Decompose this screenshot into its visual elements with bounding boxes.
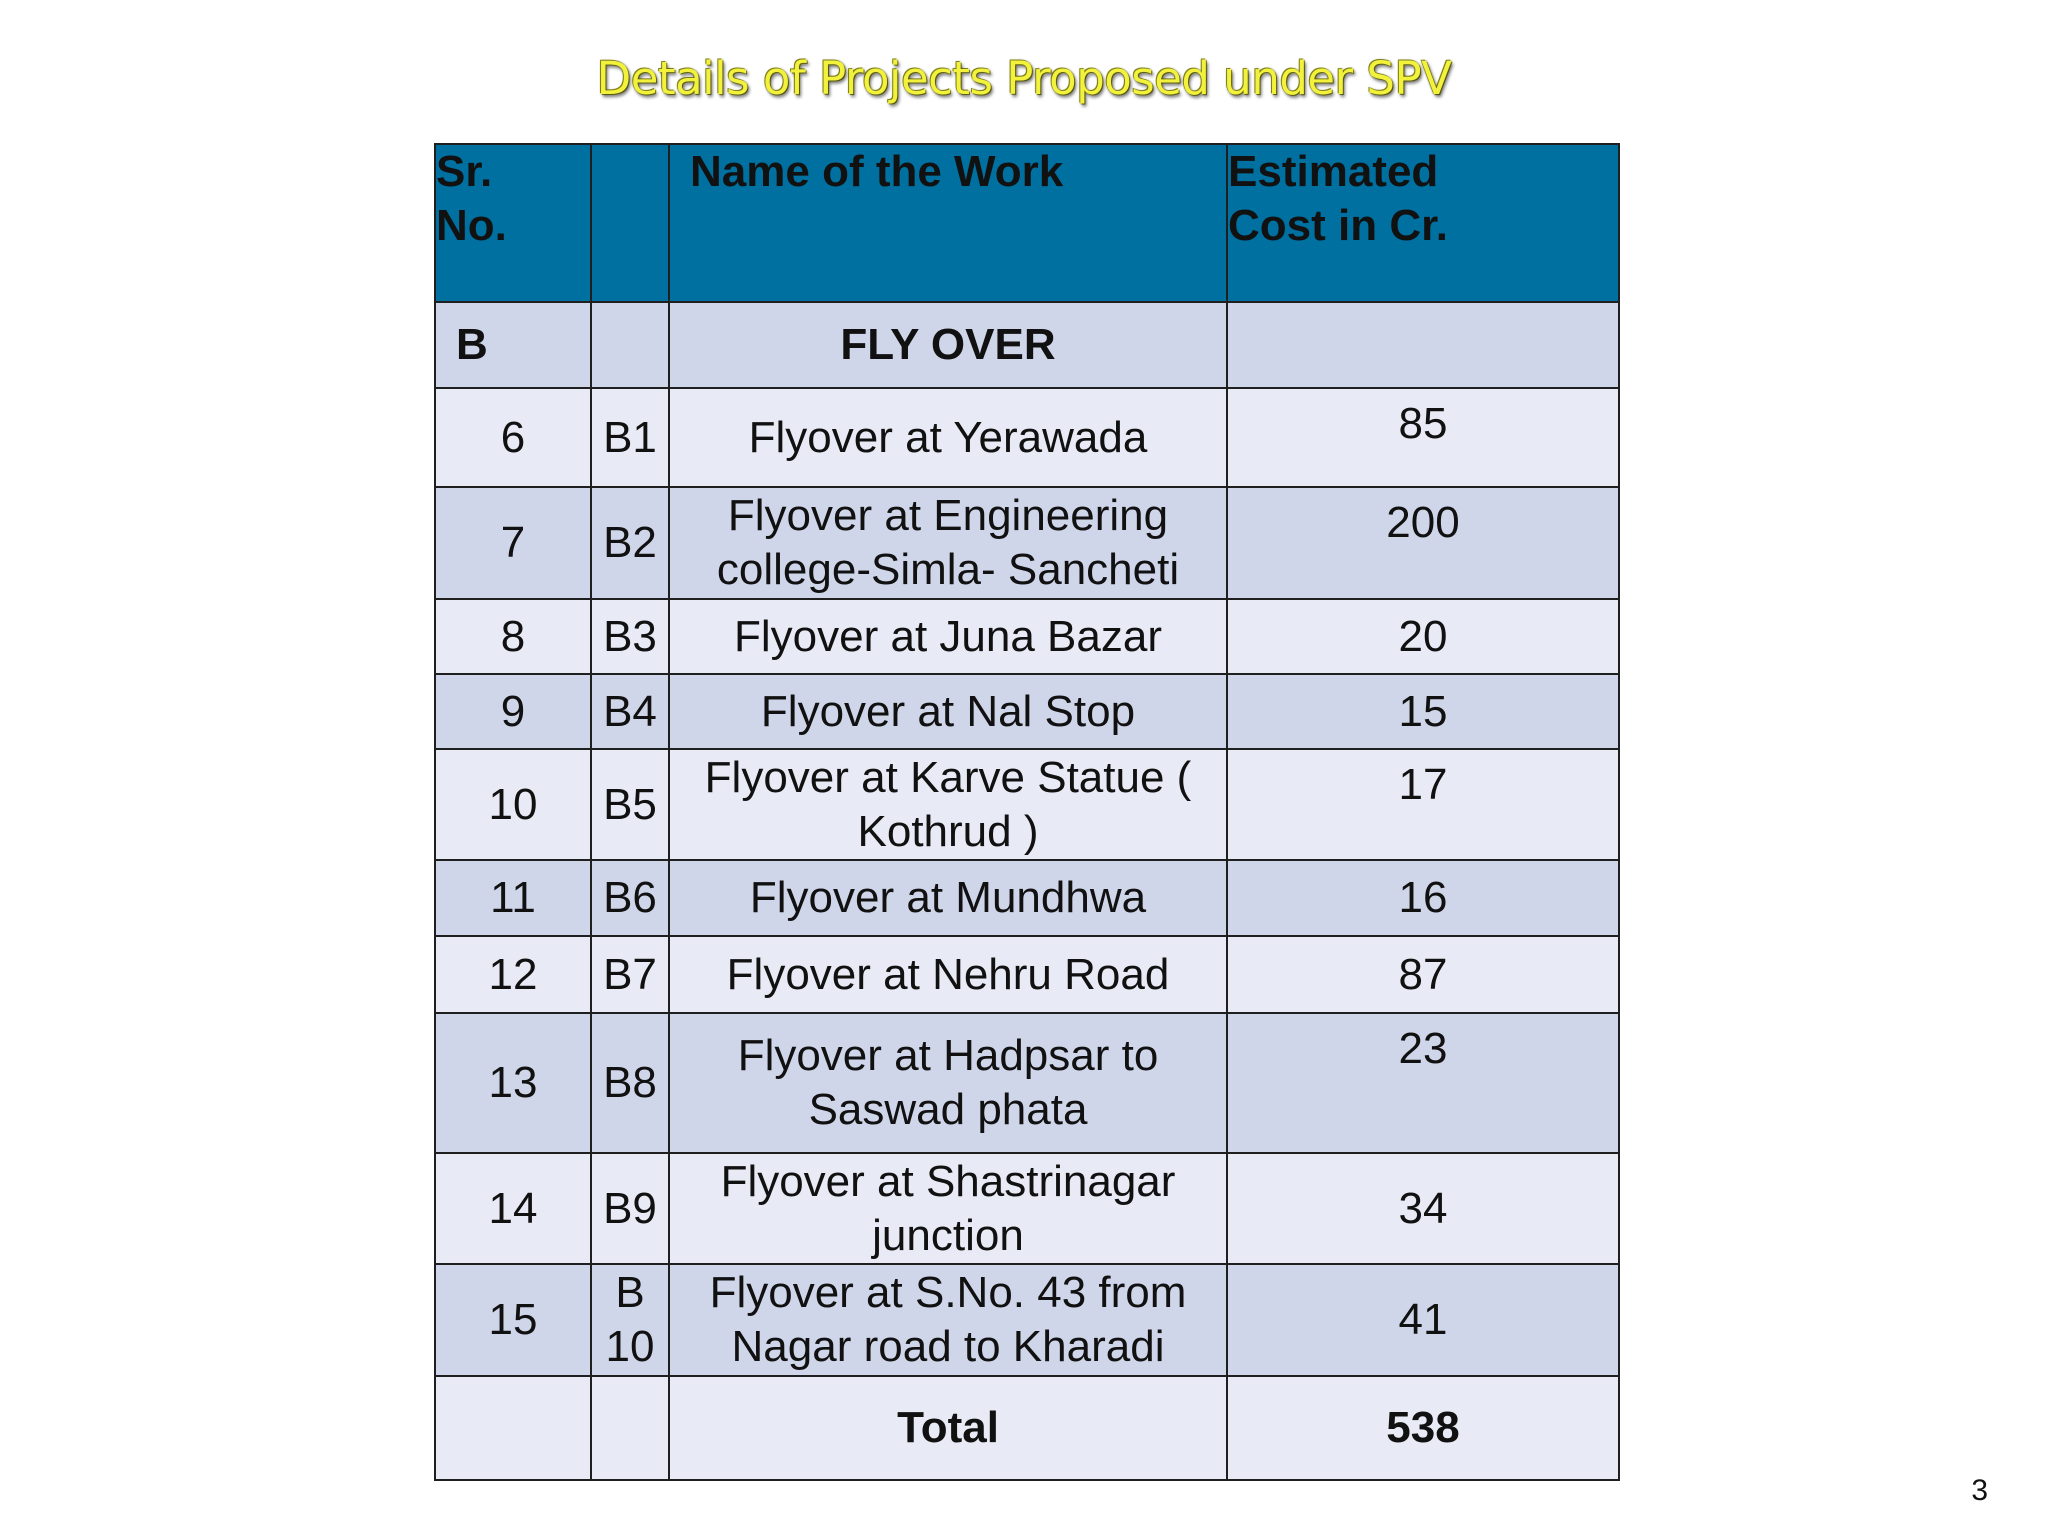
- code-cell: B3: [591, 599, 669, 674]
- work-name-cell: Flyover at Karve Statue ( Kothrud ): [669, 749, 1227, 860]
- code-cell: B2: [591, 487, 669, 599]
- section-code: B: [435, 302, 591, 388]
- header-sr-no: Sr. No.: [435, 144, 591, 302]
- table-row: [435, 749, 1619, 860]
- total-empty-code: [591, 1376, 669, 1480]
- cost-cell: 34: [1227, 1153, 1619, 1264]
- table-header-row: [435, 144, 1619, 302]
- sr-no-cell: 12: [435, 936, 591, 1013]
- cost-cell: 200: [1227, 487, 1619, 599]
- table-row: [435, 1264, 1619, 1376]
- total-row: [435, 1376, 1619, 1480]
- table-row: [435, 936, 1619, 1013]
- work-name-cell: Flyover at Nehru Road: [669, 936, 1227, 1013]
- table-row: [435, 1153, 1619, 1264]
- header-code: [591, 144, 669, 302]
- cost-cell: 17: [1227, 749, 1619, 860]
- table-row: [435, 674, 1619, 749]
- sr-no-cell: 10: [435, 749, 591, 860]
- code-cell: B6: [591, 860, 669, 936]
- cost-cell: 41: [1227, 1264, 1619, 1376]
- work-name-cell: Flyover at S.No. 43 from Nagar road to Kharadi: [669, 1264, 1227, 1376]
- projects-table: [434, 143, 1620, 1481]
- work-name-cell: Flyover at Shastrinagar junction: [669, 1153, 1227, 1264]
- work-name-cell: Flyover at Nal Stop: [669, 674, 1227, 749]
- code-cell: B5: [591, 749, 669, 860]
- table-row: [435, 487, 1619, 599]
- work-name-cell: Flyover at Hadpsar to Saswad phata: [669, 1013, 1227, 1153]
- total-empty-sr: [435, 1376, 591, 1480]
- table-row: [435, 1013, 1619, 1153]
- sr-no-cell: 7: [435, 487, 591, 599]
- section-title: FLY OVER: [669, 302, 1227, 388]
- sr-no-cell: 13: [435, 1013, 591, 1153]
- table-row: [435, 599, 1619, 674]
- code-cell: B4: [591, 674, 669, 749]
- code-cell: B8: [591, 1013, 669, 1153]
- cost-cell: 20: [1227, 599, 1619, 674]
- cost-cell: 16: [1227, 860, 1619, 936]
- sr-no-cell: 6: [435, 388, 591, 487]
- cost-cell: 85: [1227, 388, 1619, 487]
- section-empty-cost: [1227, 302, 1619, 388]
- code-cell: B1: [591, 388, 669, 487]
- cost-cell: 87: [1227, 936, 1619, 1013]
- total-label: Total: [669, 1376, 1227, 1480]
- sr-no-cell: 11: [435, 860, 591, 936]
- total-value: 538: [1227, 1376, 1619, 1480]
- table-row: [435, 860, 1619, 936]
- section-empty-cell: [591, 302, 669, 388]
- sr-no-cell: 8: [435, 599, 591, 674]
- slide-title: Details of Projects Proposed under SPV: [596, 52, 1452, 105]
- work-name-cell: Flyover at Yerawada: [669, 388, 1227, 487]
- page-number: 3: [1971, 1474, 1988, 1507]
- code-cell: B7: [591, 936, 669, 1013]
- code-cell: B10: [591, 1264, 669, 1376]
- work-name-cell: Flyover at Engineering college-Simla- Sancheti: [669, 487, 1227, 599]
- section-row: [435, 302, 1619, 388]
- cost-cell: 15: [1227, 674, 1619, 749]
- table-row: [435, 388, 1619, 487]
- work-name-cell: Flyover at Juna Bazar: [669, 599, 1227, 674]
- sr-no-cell: 14: [435, 1153, 591, 1264]
- header-estimated-cost: Estimated Cost in Cr.: [1227, 144, 1619, 302]
- cost-cell: 23: [1227, 1013, 1619, 1153]
- work-name-cell: Flyover at Mundhwa: [669, 860, 1227, 936]
- header-work-name: Name of the Work: [669, 144, 1227, 302]
- code-cell: B9: [591, 1153, 669, 1264]
- sr-no-cell: 15: [435, 1264, 591, 1376]
- sr-no-cell: 9: [435, 674, 591, 749]
